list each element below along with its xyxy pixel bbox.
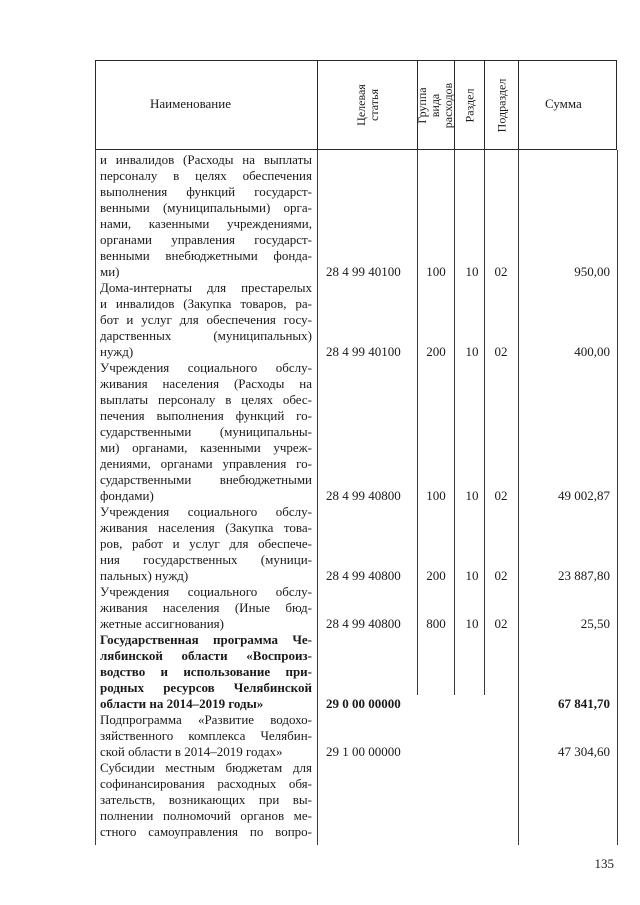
- row-section: 10: [465, 264, 479, 279]
- row-name-line: дарственных (муниципальных): [100, 328, 312, 343]
- row-name-line: живания населения (Расходы на: [100, 376, 312, 391]
- column-border: [484, 150, 485, 695]
- row-name-line: Учреждения социального обслу-: [100, 360, 312, 375]
- row-section: 10: [465, 568, 479, 583]
- header-section: Раздел: [462, 88, 477, 122]
- row-name-line: фондами): [100, 488, 154, 503]
- row-group: 100: [426, 488, 446, 503]
- header-target-article: Целевая статья: [353, 84, 381, 126]
- row-name-line: пальных) нужд): [100, 568, 189, 583]
- row-name-line: ской области в 2014–2019 годах»: [100, 744, 283, 759]
- row-name-line: Субсидии местным бюджетам для: [100, 760, 312, 775]
- row-name-line: и инвалидов (Расходы на выплаты: [100, 152, 312, 167]
- row-group: 200: [426, 568, 446, 583]
- header-target-article-cell: [318, 60, 417, 150]
- row-name-line: персоналу в целях обеспечения: [100, 168, 312, 183]
- row-name-line: ми): [100, 264, 120, 279]
- row-name-line: Подпрограмма «Развитие водохо-: [100, 712, 312, 727]
- row-name-line: венными (муниципальными) орга-: [100, 200, 312, 215]
- column-border: [518, 150, 519, 845]
- header-divider: [518, 60, 519, 150]
- row-sum: 950,00: [574, 264, 610, 279]
- column-border-right: [617, 150, 618, 845]
- row-name-line: софинансирования расходных обя-: [100, 776, 312, 791]
- column-border: [317, 150, 318, 845]
- row-name-line: ров, работ и услуг для обеспече-: [100, 536, 312, 551]
- row-sum: 25,50: [580, 616, 610, 631]
- row-name-line: жетные ассигнования): [100, 616, 224, 631]
- row-code: 28 4 99 40100: [326, 264, 401, 279]
- row-name-line: стного самоуправления по вопро-: [100, 824, 312, 839]
- row-name-line: ния государственных (муници-: [100, 552, 312, 567]
- page-number: 135: [594, 856, 614, 871]
- header-sum: Сумма: [545, 96, 582, 111]
- column-border-left: [95, 150, 96, 845]
- row-code: 28 4 99 40800: [326, 616, 401, 631]
- row-sum: 400,00: [574, 344, 610, 359]
- row-name-line: зяйственного комплекса Челябин-: [100, 728, 312, 743]
- row-name-line: ми) органами, казенными учреж-: [100, 440, 312, 455]
- row-section: 10: [465, 488, 479, 503]
- row-name-line: Государственная программа Че-: [100, 632, 312, 647]
- row-name-line: и инвалидов (Закупка товаров, ра-: [100, 296, 312, 311]
- header-expense-group: Группа вида расходов: [415, 82, 456, 128]
- row-name-line: органами управления государст-: [100, 232, 312, 247]
- row-subsection: 02: [494, 488, 508, 503]
- row-name-line: сударственными (муниципальны-: [100, 424, 312, 439]
- row-name-line: родных ресурсов Челябинской: [100, 680, 312, 695]
- row-name-line: печения выполнения функций го-: [100, 408, 312, 423]
- header-section-cell: [455, 60, 484, 150]
- row-name-line: Учреждения социального обслу-: [100, 584, 312, 599]
- row-group: 100: [426, 264, 446, 279]
- row-name-line: венными внебюджетными фонда-: [100, 248, 312, 263]
- row-group: 200: [426, 344, 446, 359]
- row-name-line: нужд): [100, 344, 134, 359]
- row-name-line: бот и услуг для обеспечения госу-: [100, 312, 312, 327]
- row-sum: 67 841,70: [558, 696, 610, 711]
- row-code: 28 4 99 40800: [326, 488, 401, 503]
- row-name-line: живания населения (Закупка това-: [100, 520, 312, 535]
- row-name-line: живания населения (Иные бюд-: [100, 600, 312, 615]
- row-name-line: области на 2014–2019 годы»: [100, 696, 264, 711]
- row-name-line: лябинской области «Воспроиз-: [100, 648, 312, 663]
- row-section: 10: [465, 344, 479, 359]
- header-subsection-cell: [485, 60, 518, 150]
- row-code: 29 0 00 00000: [326, 696, 401, 711]
- column-border: [417, 150, 418, 695]
- header-name: Наименование: [150, 96, 231, 111]
- row-subsection: 02: [494, 616, 508, 631]
- row-name-line: сударственными внебюджетными: [100, 472, 312, 487]
- row-code: 29 1 00 00000: [326, 744, 401, 759]
- row-code: 28 4 99 40100: [326, 344, 401, 359]
- row-name-line: выполнения функций государст-: [100, 184, 312, 199]
- row-name-line: полнении полномочий органов ме-: [100, 808, 312, 823]
- row-name-line: выплаты персоналу в целях обес-: [100, 392, 312, 407]
- column-border: [454, 150, 455, 695]
- row-name-line: нами, казенными учреждениями,: [100, 216, 312, 231]
- row-group: 800: [426, 616, 446, 631]
- row-sum: 47 304,60: [558, 744, 610, 759]
- row-subsection: 02: [494, 568, 508, 583]
- row-sum: 49 002,87: [558, 488, 610, 503]
- header-expense-group-cell: [415, 60, 456, 150]
- row-name-line: Учреждения социального обслу-: [100, 504, 312, 519]
- row-name-line: водство и использование при-: [100, 664, 312, 679]
- row-name-line: Дома-интернаты для престарелых: [100, 280, 312, 295]
- row-sum: 23 887,80: [558, 568, 610, 583]
- row-name-line: дениями, органами управления го-: [100, 456, 312, 471]
- row-code: 28 4 99 40800: [326, 568, 401, 583]
- row-section: 10: [465, 616, 479, 631]
- row-name-line: зательств, возникающих при вы-: [100, 792, 312, 807]
- row-subsection: 02: [494, 344, 508, 359]
- header-subsection: Подраздел: [494, 78, 509, 132]
- row-subsection: 02: [494, 264, 508, 279]
